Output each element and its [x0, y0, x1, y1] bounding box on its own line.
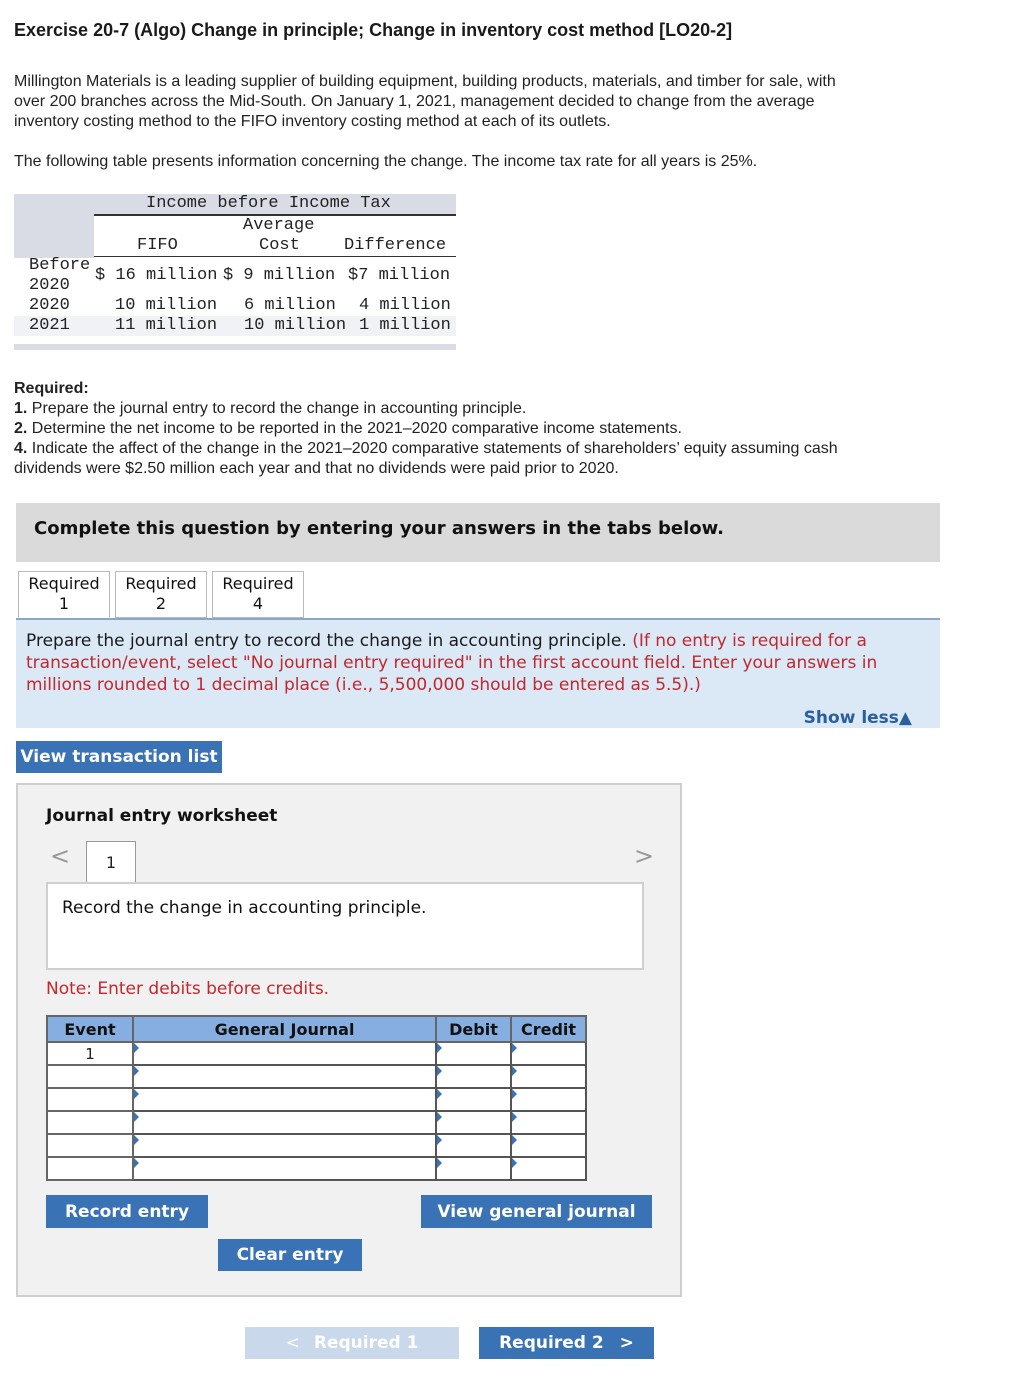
chevron-left-icon: < — [285, 1333, 300, 1353]
credit-input[interactable] — [511, 1088, 586, 1111]
col-general-journal: General Journal — [133, 1016, 436, 1042]
table-row — [47, 1134, 586, 1157]
next-page-icon[interactable]: > — [634, 842, 655, 870]
debit-input[interactable] — [436, 1111, 511, 1134]
cell-average: $ 9 million — [223, 266, 336, 285]
event-cell — [47, 1111, 133, 1134]
table-header-fifo: FIFO — [137, 236, 178, 255]
table-row — [47, 1111, 586, 1134]
row-label: 2020 — [29, 296, 70, 315]
account-input[interactable] — [133, 1111, 436, 1134]
col-event: Event — [47, 1016, 133, 1042]
clear-entry-button[interactable]: Clear entry — [218, 1239, 362, 1271]
cell-average: 6 million — [244, 296, 336, 315]
intro-line: inventory costing method to the FIFO inventory costing method at each of its outlets. — [14, 113, 611, 130]
table-header-average: Average — [243, 216, 315, 235]
tab-required-2[interactable]: Required 2 — [115, 571, 207, 618]
table-rule — [94, 256, 456, 257]
required-item: 4. Indicate the affect of the change in the 2021–2020 comparative statements of shareholders’ equity assuming cash — [14, 440, 838, 457]
event-cell: 1 — [47, 1042, 133, 1065]
cell-fifo: 11 million — [115, 316, 218, 335]
cell-difference: $7 million — [348, 266, 451, 285]
row-label: 2021 — [29, 316, 70, 335]
cell-average: 10 million — [244, 316, 347, 335]
banner-text: Complete this question by entering your answers in the tabs below. — [34, 518, 724, 539]
entry-description: Record the change in accounting principle. — [62, 898, 427, 918]
cell-difference: 1 million — [359, 316, 451, 335]
credit-input[interactable] — [511, 1111, 586, 1134]
table-row — [47, 1157, 586, 1180]
row-label: 2020 — [29, 276, 70, 295]
view-transaction-list-button[interactable]: View transaction list — [16, 741, 222, 773]
table-row — [47, 1042, 586, 1065]
col-credit: Credit — [511, 1016, 586, 1042]
debit-input[interactable] — [436, 1042, 511, 1065]
table-footer-bar — [14, 344, 456, 350]
col-debit: Debit — [436, 1016, 511, 1042]
debit-input[interactable] — [436, 1157, 511, 1180]
instruction-note: (If no entry is required for a transaction/event, select "No journal entry required" in the first account field. Enter your answers in millions rounded to 1 decimal place (i.e., 5,500,000 should be entered as 5.5).) — [26, 631, 878, 695]
account-input[interactable] — [133, 1042, 436, 1065]
table-header-bg — [14, 216, 94, 258]
exercise-title: Exercise 20-7 (Algo) Change in principle; Change in inventory cost method [LO20-2] — [14, 20, 733, 40]
account-input[interactable] — [133, 1088, 436, 1111]
intro-line: Millington Materials is a leading supplier of building equipment, building products, materials, and timber for sale, with — [14, 73, 836, 90]
table-header-income: Income before Income Tax — [146, 194, 391, 213]
credit-input[interactable] — [511, 1157, 586, 1180]
debit-input[interactable] — [436, 1065, 511, 1088]
cell-difference: 4 million — [359, 296, 451, 315]
table-row — [47, 1088, 586, 1111]
intro-line: over 200 branches across the Mid-South. On January 1, 2021, management decided to change from the average — [14, 93, 815, 110]
record-entry-button[interactable]: Record entry — [46, 1195, 208, 1228]
page-number-tab[interactable]: 1 — [86, 841, 136, 882]
cell-fifo: 10 million — [115, 296, 218, 315]
debit-input[interactable] — [436, 1088, 511, 1111]
table-header-cost: Cost — [259, 236, 300, 255]
intro-paragraph — [14, 72, 944, 132]
worksheet-title: Journal entry worksheet — [46, 806, 278, 826]
required-item: 1. Prepare the journal entry to record the change in accounting principle. — [14, 400, 527, 417]
account-input[interactable] — [133, 1134, 436, 1157]
account-input[interactable] — [133, 1065, 436, 1088]
event-cell — [47, 1134, 133, 1157]
credit-input[interactable] — [511, 1042, 586, 1065]
view-general-journal-button[interactable]: View general journal — [421, 1195, 652, 1228]
table-header-difference: Difference — [344, 236, 447, 255]
credit-input[interactable] — [511, 1134, 586, 1157]
credit-input[interactable] — [511, 1065, 586, 1088]
show-less-link[interactable]: Show less▲ — [803, 708, 912, 728]
account-input[interactable] — [133, 1157, 436, 1180]
required-item-cont: dividends were $2.50 million each year and that no dividends were paid prior to 2020. — [14, 460, 619, 477]
prev-page-icon[interactable]: < — [50, 842, 71, 870]
table-row — [47, 1065, 586, 1088]
journal-table — [46, 1015, 587, 1181]
tab-required-1[interactable]: Required 1 — [18, 571, 110, 618]
prev-required-button: < Required 1 — [245, 1327, 459, 1359]
event-cell — [47, 1065, 133, 1088]
cell-fifo: $ 16 million — [95, 266, 218, 285]
event-cell — [47, 1157, 133, 1180]
table-intro: The following table presents information concerning the change. The income tax rate for all years is 25%. — [14, 153, 758, 170]
chevron-right-icon: > — [619, 1333, 634, 1353]
row-label: Before — [29, 256, 91, 275]
debit-input[interactable] — [436, 1134, 511, 1157]
next-required-button[interactable]: Required 2 > — [479, 1327, 654, 1359]
event-cell — [47, 1088, 133, 1111]
tab-required-4[interactable]: Required 4 — [212, 571, 304, 618]
instruction-text: Prepare the journal entry to record the change in accounting principle. (If no entry is required for a transaction/event, select "No journal entry required" in the first account field. Enter your answers in millions rounded to 1 decimal place (i.e., 5,500,000 should be entered as 5.5).) — [26, 631, 878, 695]
entry-description-box — [46, 882, 644, 970]
required-heading: Required: — [14, 380, 89, 397]
debits-note: Note: Enter debits before credits. — [46, 979, 330, 999]
required-list — [14, 399, 944, 479]
required-item: 2. Determine the net income to be reported in the 2021–2020 comparative income statements. — [14, 420, 682, 437]
